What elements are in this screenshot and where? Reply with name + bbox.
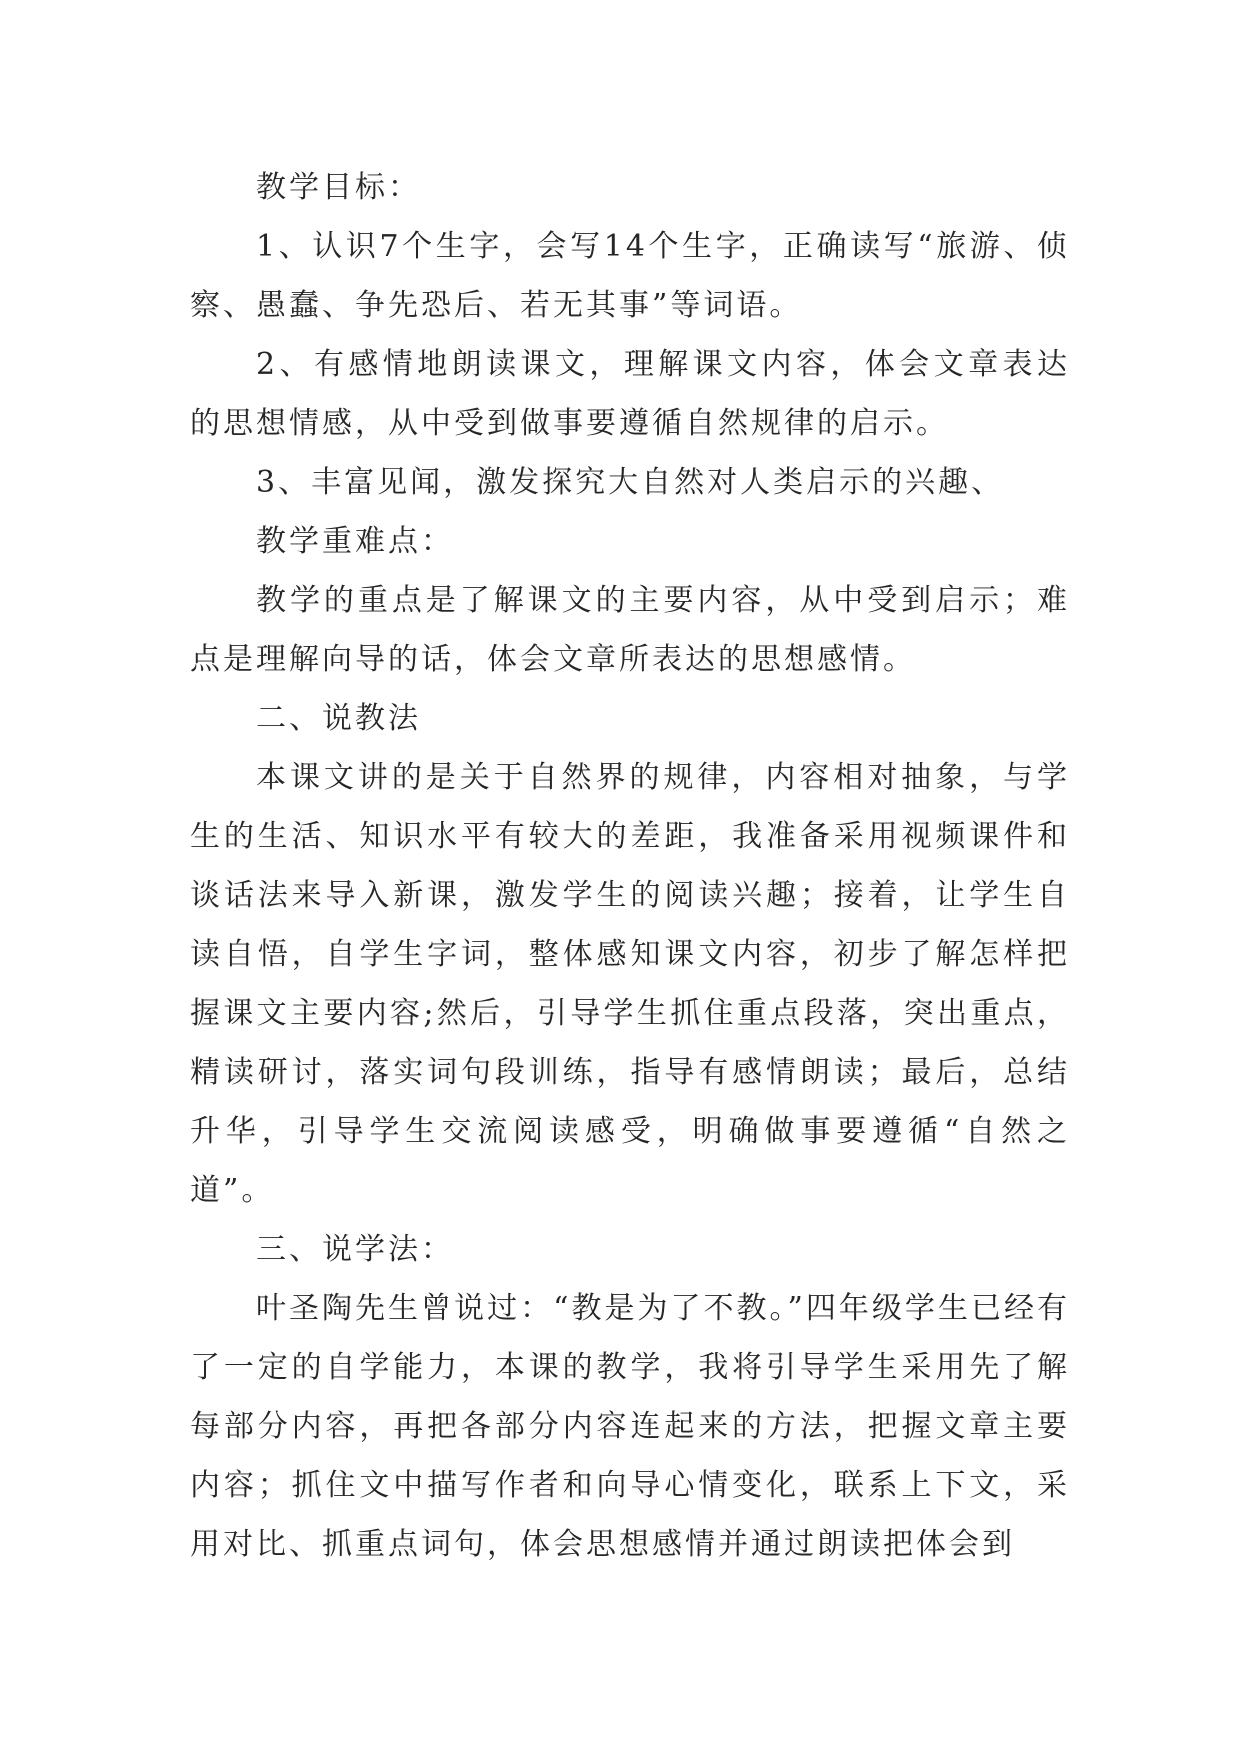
teaching-method-paragraph: 本课文讲的是关于自然界的规律，内容相对抽象，与学生的生活、知识水平有较大的差距，我准备采用视频课件和谈话法来导入新课，激发学生的阅读兴趣；接着，让学生自读自悟，自学生字词，整体感知课文内容，初步了解怎样把握课文主要内容;然后，引导学生抓住重点段落，突出重点，精读研讨，落实词句段训练，指导有感情朗读；最后，总结升华，引导学生交流阅读感受，明确做事要遵循“自然之道”。	[190, 760, 1070, 1208]
goal-item-3: 3、丰富见闻，激发探究大自然对人类启示的兴趣、	[256, 465, 1005, 500]
heading-teaching-goals: 教学目标：	[256, 170, 421, 205]
heading-learning-method: 三、说学法：	[256, 1232, 454, 1267]
goal-item-1: 1、认识7个生字，会写14个生字，正确读写“旅游、侦察、愚蠢、争先恐后、若无其事”等词语。	[190, 229, 1070, 323]
learning-method-paragraph: 叶圣陶先生曾说过：“教是为了不教。”四年级学生已经有了一定的自学能力，本课的教学，我将引导学生采用先了解每部分内容，再把各部分内容连起来的方法，把握文章主要内容；抓住文中描写作者和向导心情变化，联系上下文，采用对比、抓重点词句，体会思想感情并通过朗读把体会到	[190, 1291, 1070, 1562]
document-body	[190, 158, 1070, 1574]
key-difficult-points-paragraph: 教学的重点是了解课文的主要内容，从中受到启示；难点是理解向导的话，体会文章所表达的思想感情。	[190, 583, 1070, 677]
goal-item-2: 2、有感情地朗读课文，理解课文内容，体会文章表达的思想情感，从中受到做事要遵循自然规律的启示。	[190, 347, 1070, 441]
heading-teaching-method: 二、说教法	[256, 701, 421, 736]
heading-key-difficult-points: 教学重难点：	[256, 524, 454, 559]
